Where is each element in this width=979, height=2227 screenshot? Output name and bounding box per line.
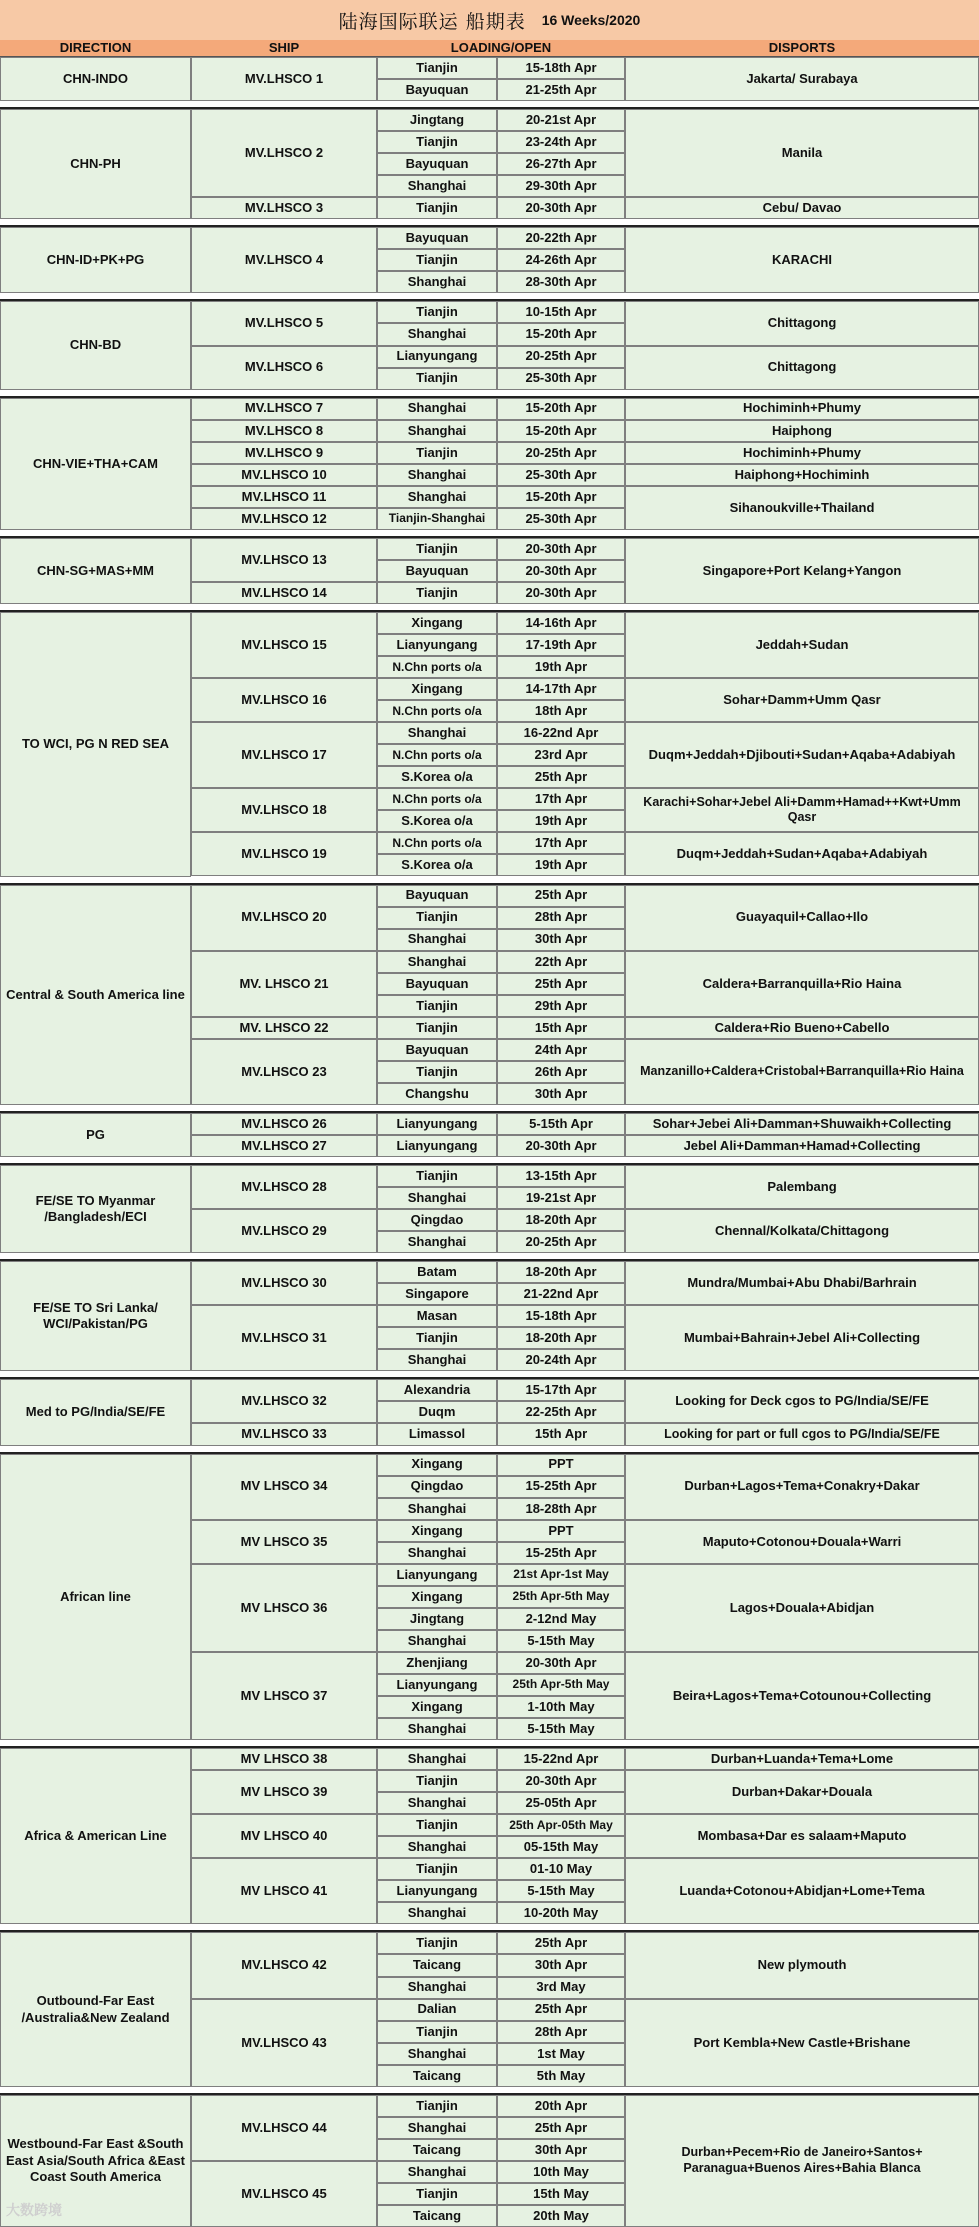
loading-port-cell: Shanghai	[377, 2161, 497, 2183]
loading-port-cell: Tianjin	[377, 2095, 497, 2117]
loading-date-cell: 21st Apr-1st May	[497, 1564, 625, 1586]
disport-cell: Karachi+Sohar+Jebel Ali+Damm+Hamad++Kwt+Umm Qasr	[625, 788, 979, 832]
direction-cell: CHN-INDO	[0, 57, 191, 101]
loading-date-cell: 20-30th Apr	[497, 582, 625, 604]
loading-port-cell: Bayuquan	[377, 973, 497, 995]
loading-port-cell: Xingang	[377, 1696, 497, 1718]
loading-port-cell: Xingang	[377, 678, 497, 700]
loading-port-cell: Lianyungang	[377, 346, 497, 368]
loading-date-cell: 15-20th Apr	[497, 420, 625, 442]
loading-date-cell: 21-25th Apr	[497, 79, 625, 101]
disport-cell: Lagos+Douala+Abidjan	[625, 1564, 979, 1652]
loading-date-cell: 5-15th May	[497, 1880, 625, 1902]
ship-cell: MV.LHSCO 27	[191, 1135, 377, 1157]
ship-cell: MV.LHSCO 18	[191, 788, 377, 832]
ship-cell: MV.LHSCO 15	[191, 612, 377, 678]
loading-date-cell: 25th Apr	[497, 766, 625, 788]
loading-port-cell: Taicang	[377, 2205, 497, 2227]
loading-port-cell: Changshu	[377, 1083, 497, 1105]
ship-cell: MV.LHSCO 13	[191, 538, 377, 582]
loading-date-cell: 15-18th Apr	[497, 1305, 625, 1327]
loading-date-cell: 20-30th Apr	[497, 197, 625, 219]
disport-cell: Duqm+Jeddah+Djibouti+Sudan+Aqaba+Adabiyah	[625, 722, 979, 788]
disport-cell: KARACHI	[625, 227, 979, 293]
loading-date-cell: 30th Apr	[497, 1083, 625, 1105]
loading-date-cell: 29-30th Apr	[497, 175, 625, 197]
loading-date-cell: 15-25th Apr	[497, 1476, 625, 1498]
disport-cell: Manila	[625, 109, 979, 197]
ship-cell: MV.LHSCO 1	[191, 57, 377, 101]
loading-port-cell: Shanghai	[377, 1902, 497, 1924]
ship-cell: MV. LHSCO 21	[191, 951, 377, 1017]
loading-port-cell: Tianjin	[377, 995, 497, 1017]
ship-cell: MV.LHSCO 28	[191, 1165, 377, 1209]
loading-port-cell: Shanghai	[377, 271, 497, 293]
loading-port-cell: Shanghai	[377, 464, 497, 486]
loading-port-cell: Bayuquan	[377, 153, 497, 175]
loading-date-cell: 20-30th Apr	[497, 1135, 625, 1157]
loading-port-cell: Shanghai	[377, 1630, 497, 1652]
loading-date-cell: 1st May	[497, 2043, 625, 2065]
loading-date-cell: 25th Apr-05th May	[497, 1814, 625, 1836]
disport-cell: Chennal/Kolkata/Chittagong	[625, 1209, 979, 1253]
disport-cell: Singapore+Port Kelang+Yangon	[625, 538, 979, 604]
loading-port-cell: Shanghai	[377, 1836, 497, 1858]
direction-cell: FE/SE TO Myanmar /Bangladesh/ECI	[0, 1165, 191, 1253]
loading-port-cell: Singapore	[377, 1283, 497, 1305]
ship-cell: MV.LHSCO 16	[191, 678, 377, 722]
loading-port-cell: S.Korea o/a	[377, 810, 497, 832]
loading-date-cell: 17th Apr	[497, 788, 625, 810]
loading-port-cell: Taicang	[377, 2065, 497, 2087]
loading-date-cell: 15th May	[497, 2183, 625, 2205]
loading-port-cell: Shanghai	[377, 1748, 497, 1770]
loading-date-cell: 20-21st Apr	[497, 109, 625, 131]
loading-date-cell: 18th Apr	[497, 700, 625, 722]
loading-port-cell: Xingang	[377, 1520, 497, 1542]
loading-date-cell: 20-25th Apr	[497, 346, 625, 368]
loading-port-cell: Shanghai	[377, 1542, 497, 1564]
direction-cell: African line	[0, 1454, 191, 1741]
loading-port-cell: Shanghai	[377, 175, 497, 197]
loading-date-cell: 23-24th Apr	[497, 131, 625, 153]
loading-date-cell: 13-15th Apr	[497, 1165, 625, 1187]
ship-cell: MV.LHSCO 5	[191, 301, 377, 345]
loading-date-cell: 19th Apr	[497, 810, 625, 832]
loading-date-cell: 26th Apr	[497, 1061, 625, 1083]
disport-cell: Chittagong	[625, 346, 979, 390]
loading-port-cell: Lianyungang	[377, 1135, 497, 1157]
ship-cell: MV.LHSCO 14	[191, 582, 377, 604]
disport-cell: Cebu/ Davao	[625, 197, 979, 219]
loading-port-cell: Shanghai	[377, 1718, 497, 1740]
disport-cell: New plymouth	[625, 1932, 979, 1998]
loading-port-cell: Lianyungang	[377, 1880, 497, 1902]
loading-date-cell: 21-22nd Apr	[497, 1283, 625, 1305]
loading-port-cell: Tianjin-Shanghai	[377, 508, 497, 530]
ship-cell: MV LHSCO 40	[191, 1814, 377, 1858]
loading-date-cell: 15th Apr	[497, 1423, 625, 1445]
direction-cell: CHN-ID+PK+PG	[0, 227, 191, 293]
loading-port-cell: Shanghai	[377, 1792, 497, 1814]
loading-date-cell: 15-25th Apr	[497, 1542, 625, 1564]
disport-cell: Jebel Ali+Damman+Hamad+Collecting	[625, 1135, 979, 1157]
loading-date-cell: 15th Apr	[497, 1017, 625, 1039]
loading-port-cell: Jingtang	[377, 1608, 497, 1630]
disport-cell: Jakarta/ Surabaya	[625, 57, 979, 101]
ship-cell: MV.LHSCO 19	[191, 832, 377, 876]
loading-port-cell: Tianjin	[377, 1770, 497, 1792]
loading-port-cell: Shanghai	[377, 1498, 497, 1520]
loading-date-cell: 28th Apr	[497, 2021, 625, 2043]
ship-cell: MV.LHSCO 12	[191, 508, 377, 530]
loading-date-cell: 15-22nd Apr	[497, 1748, 625, 1770]
loading-date-cell: PPT	[497, 1520, 625, 1542]
loading-port-cell: Xingang	[377, 612, 497, 634]
loading-date-cell: 25th Apr	[497, 1932, 625, 1954]
loading-date-cell: 5th May	[497, 2065, 625, 2087]
loading-port-cell: Dalian	[377, 1999, 497, 2021]
disport-cell: Sihanoukville+Thailand	[625, 486, 979, 530]
disport-cell: Beira+Lagos+Tema+Cotounou+Collecting	[625, 1652, 979, 1740]
loading-date-cell: 20-25th Apr	[497, 1231, 625, 1253]
loading-date-cell: 17-19th Apr	[497, 634, 625, 656]
loading-date-cell: 22th Apr	[497, 951, 625, 973]
direction-cell: PG	[0, 1113, 191, 1157]
disport-cell: Sohar+Jebei Ali+Damman+Shuwaikh+Collecting	[625, 1113, 979, 1135]
loading-port-cell: Qingdao	[377, 1476, 497, 1498]
ship-cell: MV.LHSCO 32	[191, 1379, 377, 1423]
ship-cell: MV.LHSCO 42	[191, 1932, 377, 1998]
ship-cell: MV.LHSCO 30	[191, 1261, 377, 1305]
loading-date-cell: 25th Apr-5th May	[497, 1586, 625, 1608]
loading-port-cell: Shanghai	[377, 2043, 497, 2065]
loading-port-cell: N.Chn ports o/a	[377, 832, 497, 854]
ship-cell: MV.LHSCO 3	[191, 197, 377, 219]
loading-date-cell: 15-20th Apr	[497, 323, 625, 345]
loading-port-cell: Shanghai	[377, 1977, 497, 1999]
loading-port-cell: Tianjin	[377, 249, 497, 271]
loading-date-cell: 5-15th May	[497, 1718, 625, 1740]
loading-port-cell: Lianyungang	[377, 1564, 497, 1586]
loading-port-cell: Shanghai	[377, 486, 497, 508]
ship-cell: MV.LHSCO 9	[191, 442, 377, 464]
loading-port-cell: Tianjin	[377, 301, 497, 323]
loading-date-cell: 20-24th Apr	[497, 1349, 625, 1371]
ship-cell: MV.LHSCO 17	[191, 722, 377, 788]
loading-date-cell: 2-12nd May	[497, 1608, 625, 1630]
loading-port-cell: Batam	[377, 1261, 497, 1283]
loading-date-cell: 19th Apr	[497, 854, 625, 876]
disport-cell: Mumbai+Bahrain+Jebel Ali+Collecting	[625, 1305, 979, 1371]
loading-port-cell: Shanghai	[377, 951, 497, 973]
ship-cell: MV.LHSCO 20	[191, 885, 377, 951]
loading-port-cell: Tianjin	[377, 1814, 497, 1836]
loading-date-cell: 1-10th May	[497, 1696, 625, 1718]
ship-cell: MV LHSCO 41	[191, 1858, 377, 1924]
loading-port-cell: Masan	[377, 1305, 497, 1327]
loading-date-cell: 25th Apr	[497, 2117, 625, 2139]
loading-date-cell: 15-18th Apr	[497, 57, 625, 79]
loading-date-cell: 5-15th May	[497, 1630, 625, 1652]
loading-port-cell: Tianjin	[377, 1061, 497, 1083]
disport-cell: Sohar+Damm+Umm Qasr	[625, 678, 979, 722]
disport-cell: Durban+Luanda+Tema+Lome	[625, 1748, 979, 1770]
loading-port-cell: Xingang	[377, 1586, 497, 1608]
loading-date-cell: 19th Apr	[497, 656, 625, 678]
disport-cell: Durban+Dakar+Douala	[625, 1770, 979, 1814]
loading-port-cell: Shanghai	[377, 323, 497, 345]
loading-date-cell: 18-28th Apr	[497, 1498, 625, 1520]
loading-port-cell: Tianjin	[377, 1165, 497, 1187]
loading-date-cell: 10th May	[497, 2161, 625, 2183]
header-ship: SHIP	[191, 40, 378, 57]
direction-cell: Westbound-Far East &South East Asia/South Africa &East Coast South America	[0, 2095, 191, 2227]
loading-date-cell: 20-30th Apr	[497, 538, 625, 560]
direction-cell: CHN-PH	[0, 109, 191, 219]
ship-cell: MV.LHSCO 31	[191, 1305, 377, 1371]
header-loading: LOADING/OPEN	[377, 40, 626, 57]
loading-port-cell: Shanghai	[377, 398, 497, 420]
loading-date-cell: 20-30th Apr	[497, 560, 625, 582]
ship-cell: MV LHSCO 39	[191, 1770, 377, 1814]
direction-cell: Outbound-Far East /Australia&New Zealand	[0, 1932, 191, 2086]
header-disports: DISPORTS	[625, 40, 979, 57]
direction-cell: FE/SE TO Sri Lanka/ WCI/Pakistan/PG	[0, 1261, 191, 1371]
ship-cell: MV LHSCO 38	[191, 1748, 377, 1770]
disport-cell: Caldera+Barranquilla+Rio Haina	[625, 951, 979, 1017]
loading-date-cell: 05-15th May	[497, 1836, 625, 1858]
ship-cell: MV LHSCO 36	[191, 1564, 377, 1652]
disport-cell: Port Kembla+New Castle+Brishane	[625, 1999, 979, 2087]
loading-port-cell: Tianjin	[377, 197, 497, 219]
loading-date-cell: 25-05th Apr	[497, 1792, 625, 1814]
loading-port-cell: Lianyungang	[377, 634, 497, 656]
ship-cell: MV.LHSCO 10	[191, 464, 377, 486]
loading-date-cell: 5-15th Apr	[497, 1113, 625, 1135]
disport-cell: Haiphong	[625, 420, 979, 442]
loading-port-cell: Duqm	[377, 1401, 497, 1423]
loading-date-cell: 23rd Apr	[497, 744, 625, 766]
disport-cell: Luanda+Cotonou+Abidjan+Lome+Tema	[625, 1858, 979, 1924]
title-bar	[0, 0, 979, 41]
loading-date-cell: 16-22nd Apr	[497, 722, 625, 744]
disport-cell: Looking for part or full cgos to PG/India/SE/FE	[625, 1423, 979, 1445]
loading-date-cell: 10-15th Apr	[497, 301, 625, 323]
loading-port-cell: S.Korea o/a	[377, 854, 497, 876]
loading-date-cell: 19-21st Apr	[497, 1187, 625, 1209]
loading-port-cell: Tianjin	[377, 131, 497, 153]
direction-cell: Africa & American Line	[0, 1748, 191, 1924]
loading-port-cell: Tianjin	[377, 1858, 497, 1880]
loading-port-cell: Lianyungang	[377, 1674, 497, 1696]
loading-port-cell: Bayuquan	[377, 79, 497, 101]
loading-date-cell: 18-20th Apr	[497, 1261, 625, 1283]
ship-cell: MV LHSCO 35	[191, 1520, 377, 1564]
direction-cell: CHN-VIE+THA+CAM	[0, 398, 191, 530]
disport-cell: Mombasa+Dar es salaam+Maputo	[625, 1814, 979, 1858]
ship-cell: MV.LHSCO 2	[191, 109, 377, 197]
loading-date-cell: 15-20th Apr	[497, 398, 625, 420]
loading-port-cell: N.Chn ports o/a	[377, 656, 497, 678]
loading-port-cell: Shanghai	[377, 722, 497, 744]
disport-cell: Hochiminh+Phumy	[625, 442, 979, 464]
watermark: 大数跨境	[6, 2202, 62, 2218]
ship-cell: MV.LHSCO 33	[191, 1423, 377, 1445]
loading-date-cell: 30th Apr	[497, 929, 625, 951]
loading-date-cell: 18-20th Apr	[497, 1327, 625, 1349]
loading-port-cell: S.Korea o/a	[377, 766, 497, 788]
loading-date-cell: 14-17th Apr	[497, 678, 625, 700]
loading-date-cell: 24th Apr	[497, 1039, 625, 1061]
loading-date-cell: 25th Apr	[497, 973, 625, 995]
loading-port-cell: Xingang	[377, 1454, 497, 1476]
loading-port-cell: Tianjin	[377, 1932, 497, 1954]
loading-port-cell: Tianjin	[377, 538, 497, 560]
loading-date-cell: 17th Apr	[497, 832, 625, 854]
loading-date-cell: 3rd May	[497, 1977, 625, 1999]
loading-date-cell: 30th Apr	[497, 2139, 625, 2161]
disport-cell: Duqm+Jeddah+Sudan+Aqaba+Adabiyah	[625, 832, 979, 876]
loading-date-cell: 25-30th Apr	[497, 368, 625, 390]
disport-cell: Mundra/Mumbai+Abu Dhabi/Barhrain	[625, 1261, 979, 1305]
disport-cell: Manzanillo+Caldera+Cristobal+Barranquilla+Rio Haina	[625, 1039, 979, 1105]
header-direction: DIRECTION	[0, 40, 192, 57]
ship-cell: MV LHSCO 34	[191, 1454, 377, 1520]
loading-date-cell: 24-26th Apr	[497, 249, 625, 271]
disport-cell: Palembang	[625, 1165, 979, 1209]
loading-port-cell: Shanghai	[377, 420, 497, 442]
loading-date-cell: 20-25th Apr	[497, 442, 625, 464]
ship-cell: MV.LHSCO 43	[191, 1999, 377, 2087]
loading-port-cell: Shanghai	[377, 1187, 497, 1209]
loading-port-cell: Tianjin	[377, 582, 497, 604]
loading-date-cell: 25-30th Apr	[497, 508, 625, 530]
ship-cell: MV.LHSCO 4	[191, 227, 377, 293]
ship-cell: MV.LHSCO 44	[191, 2095, 377, 2161]
loading-port-cell: Zhenjiang	[377, 1652, 497, 1674]
loading-date-cell: 25th Apr	[497, 1999, 625, 2021]
ship-cell: MV.LHSCO 45	[191, 2161, 377, 2227]
ship-cell: MV. LHSCO 22	[191, 1017, 377, 1039]
disport-cell: Guayaquil+Callao+Ilo	[625, 885, 979, 951]
disport-cell: Looking for Deck cgos to PG/India/SE/FE	[625, 1379, 979, 1423]
loading-port-cell: Qingdao	[377, 1209, 497, 1231]
loading-date-cell: PPT	[497, 1454, 625, 1476]
loading-port-cell: Alexandria	[377, 1379, 497, 1401]
loading-port-cell: Taicang	[377, 2139, 497, 2161]
loading-date-cell: 15-17th Apr	[497, 1379, 625, 1401]
loading-date-cell: 20-30th Apr	[497, 1652, 625, 1674]
ship-cell: MV.LHSCO 8	[191, 420, 377, 442]
disport-cell: Durban+Pecem+Rio de Janeiro+Santos+ Paranagua+Buenos Aires+Bahia Blanca	[625, 2095, 979, 2227]
disport-cell: Jeddah+Sudan	[625, 612, 979, 678]
title-chinese: 陆海国际联运 船期表	[338, 10, 526, 33]
loading-port-cell: Shanghai	[377, 929, 497, 951]
ship-cell: MV.LHSCO 29	[191, 1209, 377, 1253]
loading-date-cell: 20-30th Apr	[497, 1770, 625, 1792]
loading-port-cell: N.Chn ports o/a	[377, 700, 497, 722]
loading-date-cell: 18-20th Apr	[497, 1209, 625, 1231]
loading-date-cell: 15-20th Apr	[497, 486, 625, 508]
ship-cell: MV.LHSCO 6	[191, 346, 377, 390]
loading-port-cell: Taicang	[377, 1954, 497, 1976]
direction-cell: Med to PG/India/SE/FE	[0, 1379, 191, 1445]
ship-cell: MV LHSCO 37	[191, 1652, 377, 1740]
loading-port-cell: Shanghai	[377, 1349, 497, 1371]
loading-port-cell: Tianjin	[377, 1327, 497, 1349]
loading-port-cell: Shanghai	[377, 2117, 497, 2139]
loading-date-cell: 22-25th Apr	[497, 1401, 625, 1423]
loading-port-cell: Tianjin	[377, 2183, 497, 2205]
loading-port-cell: Lianyungang	[377, 1113, 497, 1135]
disport-cell: Haiphong+Hochiminh	[625, 464, 979, 486]
loading-port-cell: Tianjin	[377, 442, 497, 464]
title-weeks: 16 Weeks/2020	[541, 12, 641, 28]
loading-date-cell: 29th Apr	[497, 995, 625, 1017]
loading-port-cell: Tianjin	[377, 368, 497, 390]
loading-date-cell: 01-10 May	[497, 1858, 625, 1880]
loading-date-cell: 14-16th Apr	[497, 612, 625, 634]
loading-date-cell: 30th Apr	[497, 1954, 625, 1976]
loading-date-cell: 20-22th Apr	[497, 227, 625, 249]
loading-date-cell: 20th Apr	[497, 2095, 625, 2117]
loading-date-cell: 25-30th Apr	[497, 464, 625, 486]
disport-cell: Chittagong	[625, 301, 979, 345]
loading-date-cell: 10-20th May	[497, 1902, 625, 1924]
loading-date-cell: 26-27th Apr	[497, 153, 625, 175]
loading-date-cell: 28th Apr	[497, 907, 625, 929]
loading-port-cell: N.Chn ports o/a	[377, 744, 497, 766]
loading-date-cell: 25th Apr	[497, 885, 625, 907]
loading-date-cell: 28-30th Apr	[497, 271, 625, 293]
loading-port-cell: Tianjin	[377, 907, 497, 929]
disport-cell: Durban+Lagos+Tema+Conakry+Dakar	[625, 1454, 979, 1520]
direction-cell: CHN-BD	[0, 301, 191, 389]
ship-cell: MV.LHSCO 23	[191, 1039, 377, 1105]
ship-cell: MV.LHSCO 11	[191, 486, 377, 508]
disport-cell: Maputo+Cotonou+Douala+Warri	[625, 1520, 979, 1564]
loading-port-cell: Tianjin	[377, 1017, 497, 1039]
loading-port-cell: Bayuquan	[377, 1039, 497, 1061]
ship-cell: MV.LHSCO 26	[191, 1113, 377, 1135]
disport-cell: Caldera+Rio Bueno+Cabello	[625, 1017, 979, 1039]
loading-port-cell: N.Chn ports o/a	[377, 788, 497, 810]
ship-cell: MV.LHSCO 7	[191, 398, 377, 420]
direction-cell: TO WCI, PG N RED SEA	[0, 612, 191, 877]
loading-port-cell: Bayuquan	[377, 885, 497, 907]
loading-port-cell: Tianjin	[377, 2021, 497, 2043]
loading-port-cell: Limassol	[377, 1423, 497, 1445]
loading-date-cell: 20th May	[497, 2205, 625, 2227]
loading-port-cell: Bayuquan	[377, 227, 497, 249]
loading-port-cell: Tianjin	[377, 57, 497, 79]
disport-cell: Hochiminh+Phumy	[625, 398, 979, 420]
direction-cell: Central & South America line	[0, 885, 191, 1105]
direction-cell: CHN-SG+MAS+MM	[0, 538, 191, 604]
loading-port-cell: Jingtang	[377, 109, 497, 131]
loading-port-cell: Shanghai	[377, 1231, 497, 1253]
loading-date-cell: 25th Apr-5th May	[497, 1674, 625, 1696]
loading-port-cell: Bayuquan	[377, 560, 497, 582]
